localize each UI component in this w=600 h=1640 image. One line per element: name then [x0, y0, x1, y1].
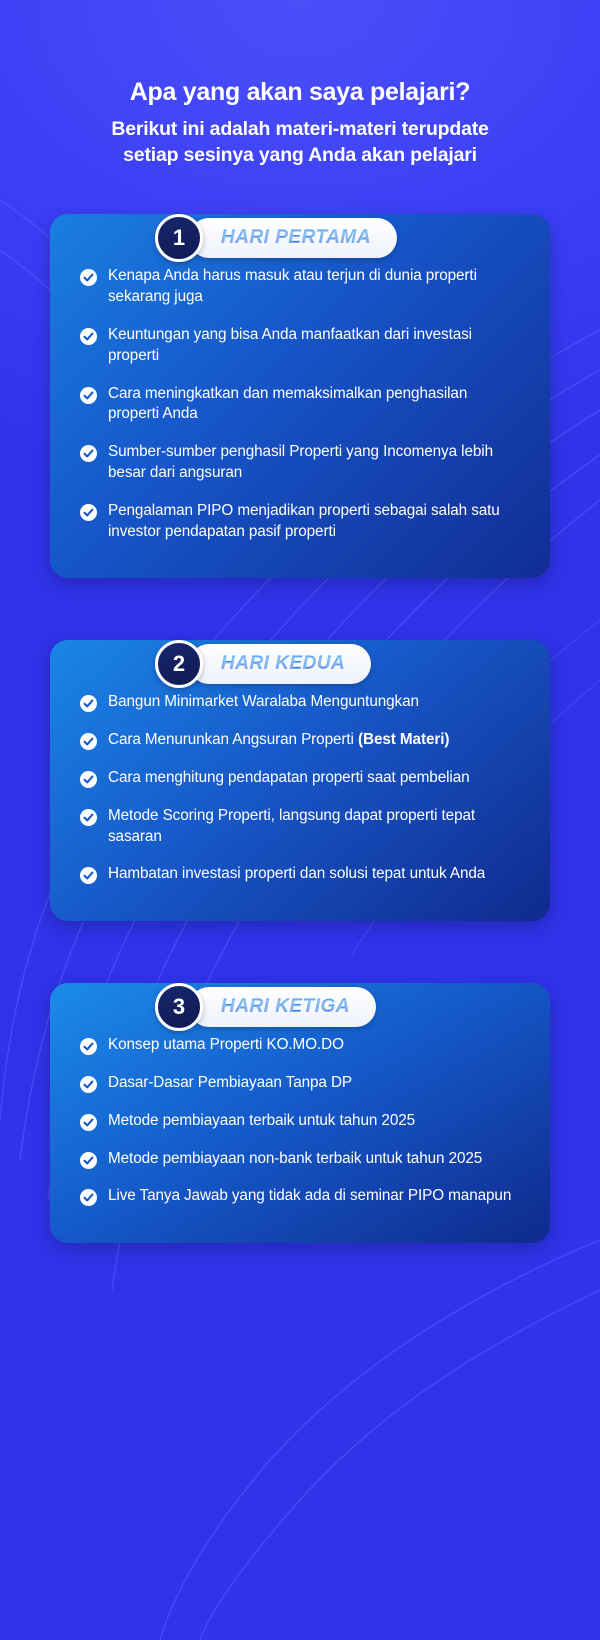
list-item-text: Dasar-Dasar Pembiayaan Tanpa DP: [108, 1074, 353, 1092]
list-item-text: Konsep utama Properti KO.MO.DO: [108, 1036, 344, 1054]
day-number-3: 3: [155, 983, 203, 1031]
day-ribbon-1: [189, 218, 397, 258]
list-item: [80, 768, 520, 789]
day-card-body-1: [50, 214, 550, 578]
day-ribbon-label-2: HARI KEDUA: [221, 653, 346, 675]
list-item: [80, 442, 520, 484]
page-title: Apa yang akan saya pelajari?: [129, 78, 471, 106]
list-item: [80, 730, 520, 751]
list-item-text: Hambatan investasi properti dan solusi tepat untuk Anda: [108, 865, 486, 883]
list-item-text: Live Tanya Jawab yang tidak ada di seminar PIPO manapun: [108, 1187, 512, 1205]
check-circle-icon: [80, 387, 97, 404]
list-item: [80, 806, 520, 848]
check-circle-icon: [80, 695, 97, 712]
list-item-text: Metode Scoring Properti, langsung dapat properti tepat sasaran: [108, 806, 476, 845]
day-ribbon-3: [189, 987, 376, 1027]
list-item: [80, 266, 520, 308]
day-ribbon-label-1: HARI PERTAMA: [221, 227, 371, 249]
list-item-text: Pengalaman PIPO menjadikan properti sebagai salah satu investor pendapatan pasif properti: [108, 501, 500, 540]
day-badge-1: [155, 214, 397, 262]
check-circle-icon: [80, 1152, 97, 1169]
check-circle-icon: [80, 1076, 97, 1093]
check-circle-icon: [80, 328, 97, 345]
day-number-1: 1: [155, 214, 203, 262]
check-circle-icon: [80, 1114, 97, 1131]
list-item-text: Metode pembiayaan terbaik untuk tahun 2025: [108, 1111, 416, 1129]
day-badge-3: [155, 983, 376, 1031]
list-item: [80, 1111, 520, 1132]
day-card-1: [50, 214, 550, 578]
list-item-text: Metode pembiayaan non-bank terbaik untuk tahun 2025: [108, 1149, 483, 1167]
check-circle-icon: [80, 733, 97, 750]
list-item: [80, 1035, 520, 1056]
day-ribbon-2: [189, 644, 371, 684]
day-card-3: [50, 983, 550, 1243]
day-card-2: [50, 640, 550, 921]
list-item: [80, 692, 520, 713]
list-item-text: Kenapa Anda harus masuk atau terjun di dunia properti sekarang juga: [108, 267, 477, 306]
list-item: [80, 501, 520, 543]
list-item: [80, 864, 520, 885]
check-circle-icon: [80, 1038, 97, 1055]
subtitle-line-1: Berikut ini adalah materi-materi terupdate: [111, 118, 489, 140]
list-item: [80, 325, 520, 367]
list-item-text: Keuntungan yang bisa Anda manfaatkan dari investasi properti: [108, 326, 472, 364]
list-item-text: Sumber-sumber penghasil Properti yang Incomenya lebih besar dari angsuran: [108, 443, 493, 482]
curriculum-cards: [0, 214, 600, 1243]
subtitle-line-2: setiap sesinya yang Anda akan pelajari: [123, 143, 477, 166]
list-item: [80, 1186, 520, 1207]
check-circle-icon: [80, 809, 97, 826]
header: [0, 0, 600, 168]
check-circle-icon: [80, 269, 97, 286]
list-item-text: [108, 730, 449, 751]
check-circle-icon: [80, 1189, 97, 1206]
list-item-text: Cara meningkatkan dan memaksimalkan penghasilan properti Anda: [108, 384, 468, 423]
list-item-text: Bangun Minimarket Waralaba Menguntungkan: [108, 693, 419, 711]
check-circle-icon: [80, 445, 97, 462]
page-subtitle: [0, 117, 600, 168]
day-ribbon-label-3: HARI KETIGA: [221, 996, 350, 1018]
list-item-text: Cara menghitung pendapatan properti saat pembelian: [108, 769, 470, 787]
day-badge-2: [155, 640, 371, 688]
check-circle-icon: [80, 771, 97, 788]
list-item: [80, 384, 520, 426]
list-item: [80, 1073, 520, 1094]
check-circle-icon: [80, 867, 97, 884]
check-circle-icon: [80, 504, 97, 521]
day-number-2: 2: [155, 640, 203, 688]
list-item: [80, 1149, 520, 1170]
list-item-text-main: Cara Menurunkan Angsuran Properti (Best Materi): [108, 731, 450, 749]
